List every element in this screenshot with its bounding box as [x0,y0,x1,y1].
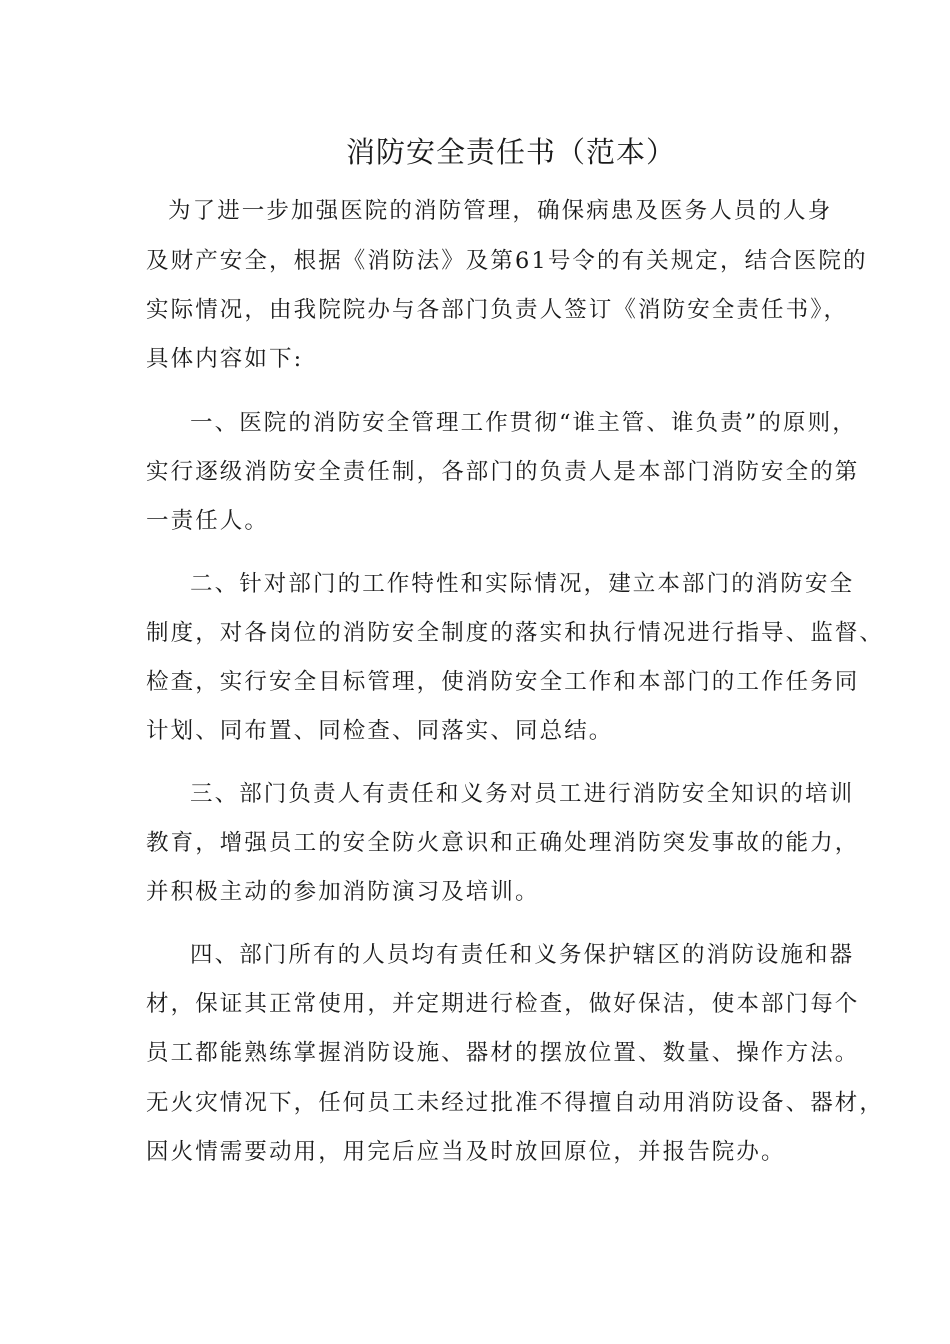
intro-line-1: 为了进一步加强医院的消防管理，确保病患及医务人员的人身 [168,198,833,224]
intro-line-3: 实际情况，由我院院办与各部门负责人签订《消防安全责任书》， [146,297,849,323]
section-1-line-1: 一、医院的消防安全管理工作贯彻“谁主管、谁负责”的原则， [190,410,857,436]
section-2-line-3: 检查，实行安全目标管理，使消防安全工作和本部门的工作任务同 [146,669,860,695]
section-1-line-2: 实行逐级消防安全责任制，各部门的负责人是本部门消防安全的第 [146,459,860,485]
section-2-line-4: 计划、同布置、同检查、同落实、同总结。 [146,718,614,744]
section-4-line-5: 因火情需要动用，用完后应当及时放回原位，并报告院办。 [146,1139,786,1165]
section-4-line-2: 材，保证其正常使用，并定期进行检查，做好保洁，使本部门每个 [146,991,860,1017]
section-3-line-3: 并积极主动的参加消防演习及培训。 [146,879,540,905]
section-3-line-2: 教育，增强员工的安全防火意识和正确处理消防突发事故的能力， [146,830,860,856]
section-4-line-1: 四、部门所有的人员均有责任和义务保护辖区的消防设施和器 [190,942,855,968]
section-2-line-1: 二、针对部门的工作特性和实际情况，建立本部门的消防安全 [190,571,855,597]
section-3-line-1: 三、部门负责人有责任和义务对员工进行消防安全知识的培训 [190,781,855,807]
section-4-line-4: 无火灾情况下，任何员工未经过批准不得擅自动用消防设备、器材， [146,1090,885,1116]
document-title: 消防安全责任书（范本） [345,135,676,169]
intro-line-4: 具体内容如下: [146,346,304,372]
section-2-line-2: 制度，对各岗位的消防安全制度的落实和执行情况进行指导、监督、 [146,620,885,646]
section-4-line-3: 员工都能熟练掌握消防设施、器材的摆放位置、数量、操作方法。 [146,1040,860,1066]
section-1-line-3: 一责任人。 [146,508,270,534]
intro-line-2: 及财产安全，根据《消防法》及第61号令的有关规定，结合医院的 [146,248,868,274]
